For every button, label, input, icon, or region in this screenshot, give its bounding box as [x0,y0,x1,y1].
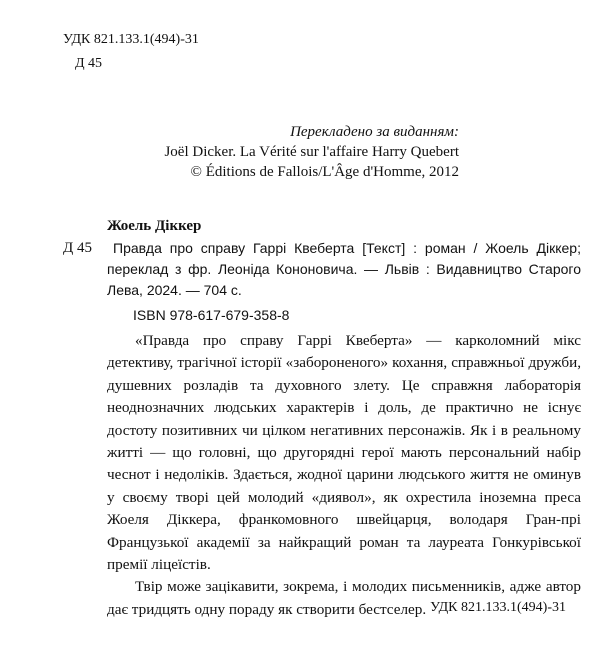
annotation-paragraph-2: Твір може зацікавити, зокрема, і молодих письменників, адже автор дає тридцять одну пораду як створити бестселер. [107,578,581,618]
author-heading: Жоель Діккер [107,218,202,234]
author-sign-top: Д 45 [75,56,103,71]
catalog-entry: Правда про справу Гаррі Квеберта [Текст] : роман / Жоель Діккер; переклад з фр. Леоніда Кононовича. — Львів : Видавництво Старого Лева, 2024. — 704 с. [107,240,581,299]
translation-label: Перекладено за виданням: [290,124,459,140]
original-title: Joël Dicker. La Vérité sur l'affaire Harry Quebert [164,144,459,160]
isbn: ISBN 978-617-679-358-8 [133,306,290,323]
udk-code-bottom: УДК 821.133.1(494)-31 [430,600,566,615]
translation-source [39,122,459,182]
udk-code-top: УДК 821.133.1(494)-31 [63,32,199,47]
catalog-record [107,238,581,326]
annotation-paragraph-1: «Правда про справу Гаррі Квеберта» — карколомний мікс детективу, трагічної історії «забороненого» кохання, справжньої дружби, душевних розладів та духовного злету. Це справжня лабораторія неоднозначних людських характерів і доль, де практично не існує достоту позитивних чи цілком негативних персонажів. Як і в реальному житті — що головні, що другорядні герої мають персональний набір чеснот і недоліків. Здається, жодної царини людського життя не оминув у своєму творі цей молодий «диявол», як охрестила іноземна преса Жоеля Діккера, франкомовного швейцарця, володаря Гран-прі Французької академії за найкращий роман та лауреата Гонкурівської премії ліцеїстів. [107,332,581,574]
original-copyright: © Éditions de Fallois/L'Âge d'Homme, 2012 [190,164,459,180]
annotation [107,330,581,621]
author-sign: Д 45 [63,240,92,256]
